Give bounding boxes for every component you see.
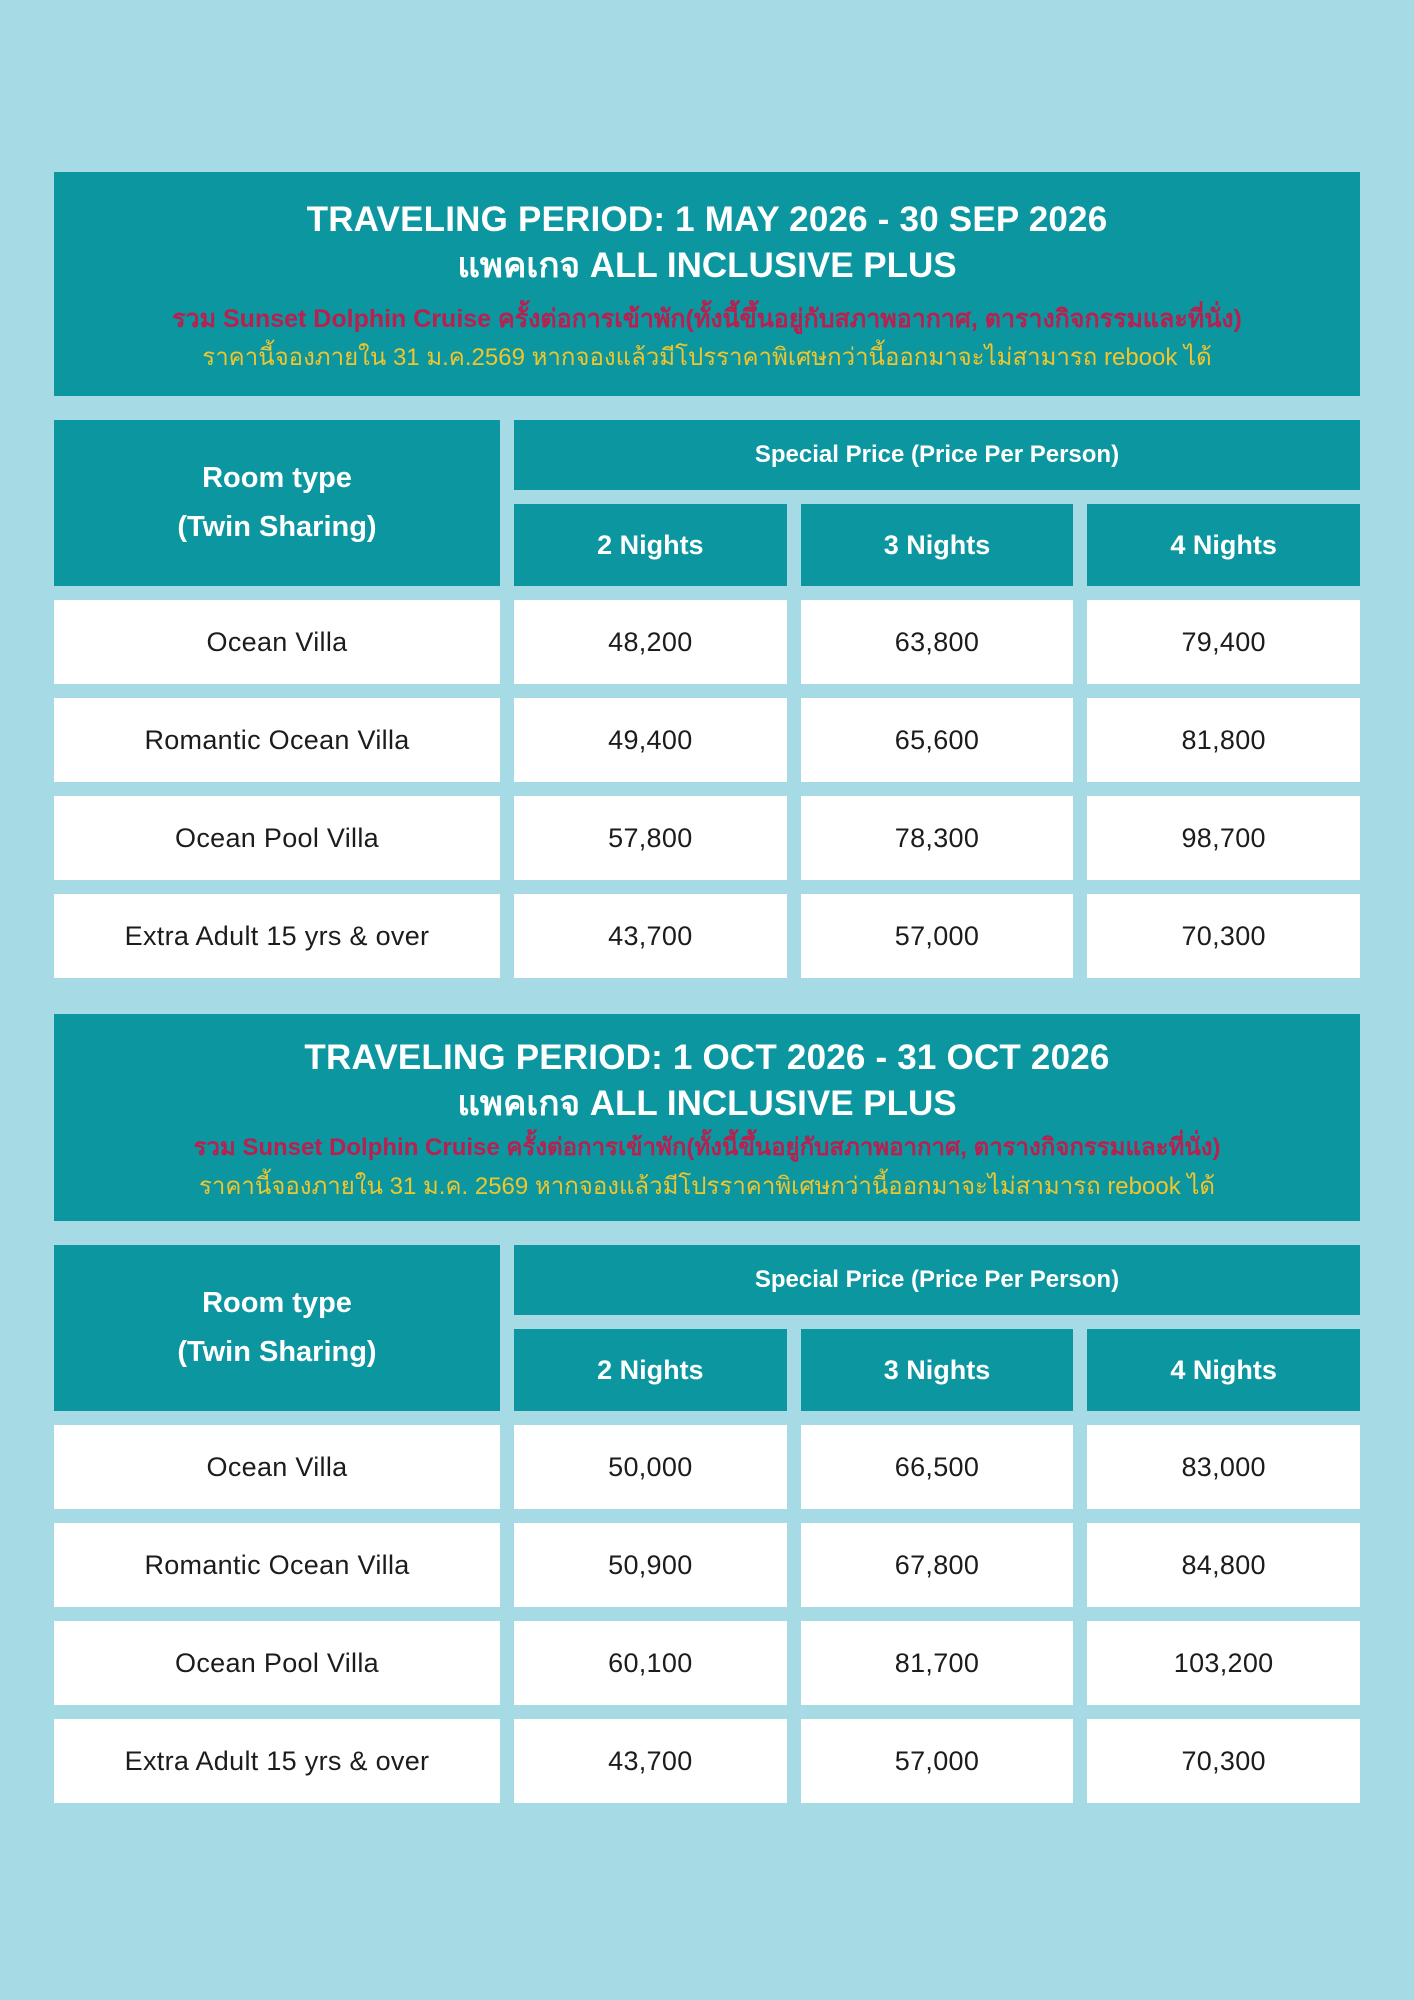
- period-header-banner: [54, 172, 1360, 396]
- price-cell: 83,000: [1087, 1425, 1360, 1509]
- night-header-cell-4n: 4 Nights: [1087, 1329, 1360, 1411]
- price-cell: 43,700: [514, 1719, 787, 1803]
- night-header-cell-2n: 2 Nights: [514, 1329, 787, 1411]
- period-section-may-sep: [0, 0, 1414, 978]
- price-cell: 81,700: [801, 1621, 1074, 1705]
- period-header-banner: [54, 1014, 1360, 1221]
- room-name-cell: Romantic Ocean Villa: [54, 1523, 500, 1607]
- special-price-header-cell: Special Price (Price Per Person): [514, 1245, 1360, 1315]
- cruise-note: รวม Sunset Dolphin Cruise ครั้งต่อการเข้าพัก(ทั้งนี้ขึ้นอยู่กับสภาพอากาศ, ตารางกิจกรรมและที่นั่ง): [172, 304, 1242, 333]
- price-cell: 49,400: [514, 698, 787, 782]
- room-name-cell: Ocean Villa: [54, 1425, 500, 1509]
- price-cell: 57,000: [801, 894, 1074, 978]
- price-cell: 79,400: [1087, 600, 1360, 684]
- period-section-oct: [0, 978, 1414, 1803]
- price-cell: 65,600: [801, 698, 1074, 782]
- night-header-cell-3n: 3 Nights: [801, 1329, 1074, 1411]
- room-type-header-line1: Room type: [202, 462, 352, 494]
- period-title: TRAVELING PERIOD: 1 OCT 2026 - 31 OCT 2026: [304, 1038, 1110, 1078]
- booking-note: ราคานี้จองภายใน 31 ม.ค.2569 หากจองแล้วมีโปรราคาพิเศษกว่านี้ออกมาจะไม่สามารถ rebook ได้: [202, 343, 1212, 371]
- price-cell: 48,200: [514, 600, 787, 684]
- price-table: [54, 420, 1360, 978]
- room-type-header-line2: (Twin Sharing): [177, 1336, 377, 1369]
- price-cell: 60,100: [514, 1621, 787, 1705]
- room-type-header-cell: [54, 420, 500, 586]
- price-cell: 66,500: [801, 1425, 1074, 1509]
- room-name-cell: Ocean Pool Villa: [54, 1621, 500, 1705]
- room-name-cell: Extra Adult 15 yrs & over: [54, 1719, 500, 1803]
- price-cell: 63,800: [801, 600, 1074, 684]
- special-price-header-cell: Special Price (Price Per Person): [514, 420, 1360, 490]
- booking-note: ราคานี้จองภายใน 31 ม.ค. 2569 หากจองแล้วมีโปรราคาพิเศษกว่านี้ออกมาจะไม่สามารถ rebook ได้: [198, 1172, 1216, 1200]
- price-cell: 78,300: [801, 796, 1074, 880]
- price-cell: 50,900: [514, 1523, 787, 1607]
- price-cell: 81,800: [1087, 698, 1360, 782]
- price-table: [54, 1245, 1360, 1803]
- price-cell: 84,800: [1087, 1523, 1360, 1607]
- room-name-cell: Ocean Villa: [54, 600, 500, 684]
- price-cell: 50,000: [514, 1425, 787, 1509]
- price-cell: 43,700: [514, 894, 787, 978]
- cruise-note: รวม Sunset Dolphin Cruise ครั้งต่อการเข้าพัก(ทั้งนี้ขึ้นอยู่กับสภาพอากาศ, ตารางกิจกรรมและที่นั่ง): [193, 1133, 1221, 1161]
- period-title: TRAVELING PERIOD: 1 MAY 2026 - 30 SEP 2026: [306, 200, 1108, 239]
- room-type-header-line1: Room type: [202, 1287, 352, 1320]
- night-header-cell-2n: 2 Nights: [514, 504, 787, 586]
- price-cell: 57,000: [801, 1719, 1074, 1803]
- price-cell: 103,200: [1087, 1621, 1360, 1705]
- room-type-header-line2: (Twin Sharing): [177, 511, 377, 544]
- night-header-cell-3n: 3 Nights: [801, 504, 1074, 586]
- room-name-cell: Romantic Ocean Villa: [54, 698, 500, 782]
- price-cell: 98,700: [1087, 796, 1360, 880]
- room-name-cell: Extra Adult 15 yrs & over: [54, 894, 500, 978]
- room-type-header-cell: [54, 1245, 500, 1411]
- package-title: แพคเกจ ALL INCLUSIVE PLUS: [457, 245, 957, 285]
- price-cell: 57,800: [514, 796, 787, 880]
- night-header-cell-4n: 4 Nights: [1087, 504, 1360, 586]
- package-title: แพคเกจ ALL INCLUSIVE PLUS: [457, 1084, 957, 1124]
- room-name-cell: Ocean Pool Villa: [54, 796, 500, 880]
- price-cell: 67,800: [801, 1523, 1074, 1607]
- price-cell: 70,300: [1087, 1719, 1360, 1803]
- price-cell: 70,300: [1087, 894, 1360, 978]
